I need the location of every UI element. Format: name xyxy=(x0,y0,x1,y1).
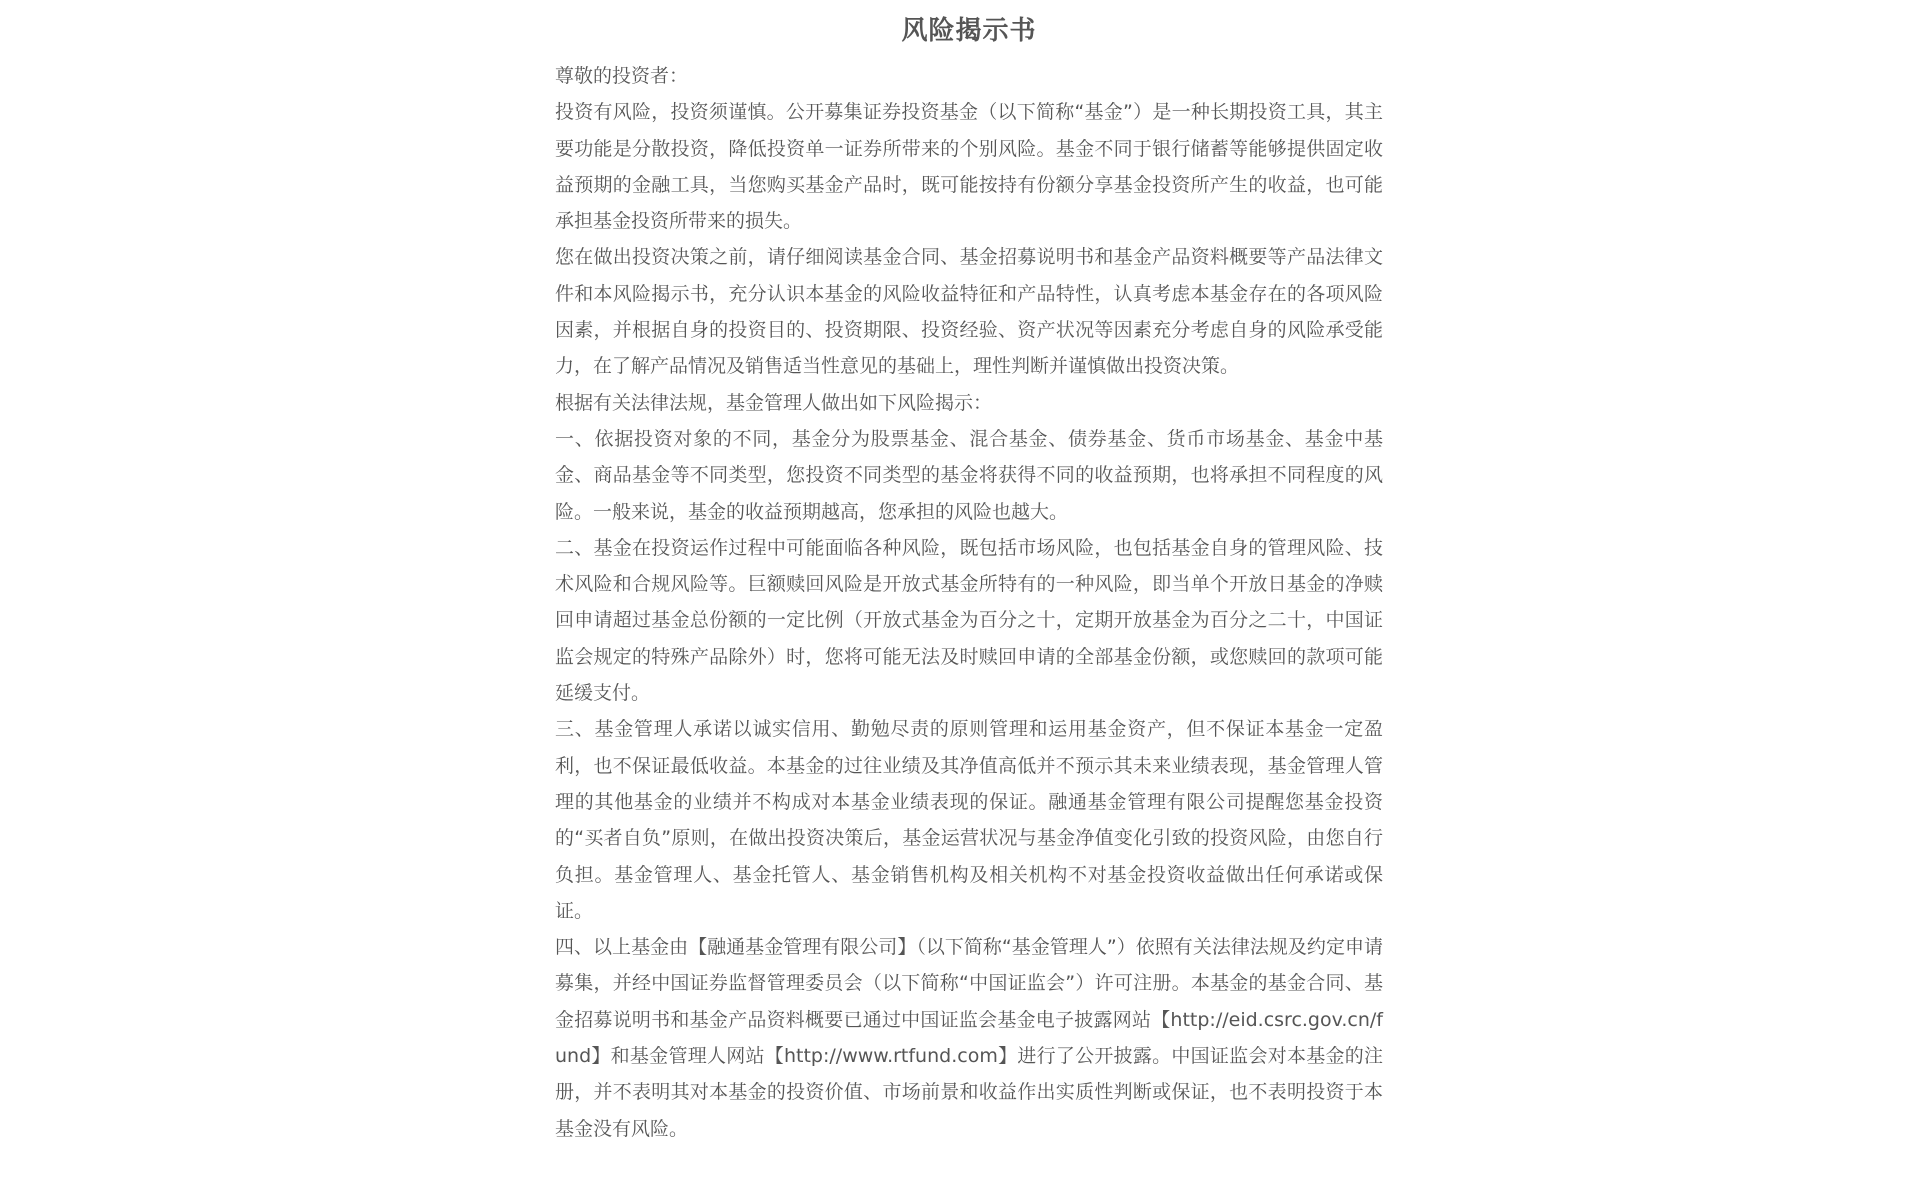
page-title: 风险揭示书 xyxy=(901,16,1037,46)
paragraph-disclosure-lead: 根据有关法律法规，基金管理人做出如下风险揭示： xyxy=(555,391,993,414)
paragraph-item-4: 四、以上基金由【融通基金管理有限公司】（以下简称“基金管理人”）依照有关法律法规及约定申请募集，并经中国证券监督管理委员会（以下简称“中国证监会”）许可注册。本基金的基金合同、基金招募说明书和基金产品资料概要已通过中国证监会基金电子披露网站【http://eid.csrc.gov.cn/fund】和基金管理人网站【http://www.rtfund.com】进行了公开披露。中国证监会对本基金的注册，并不表明其对本基金的投资价值、市场前景和收益作出实质性判断或保证，也不表明投资于本基金没有风险。 xyxy=(555,936,1383,1140)
paragraph-item-1: 一、依据投资对象的不同，基金分为股票基金、混合基金、债券基金、货币市场基金、基金中基金、商品基金等不同类型，您投资不同类型的基金将获得不同的收益预期，也将承担不同程度的风险。一般来说，基金的收益预期越高，您承担的风险也越大。 xyxy=(555,427,1383,523)
risk-disclosure-document xyxy=(555,12,1383,1147)
paragraph-before-decision: 您在做出投资决策之前，请仔细阅读基金合同、基金招募说明书和基金产品资料概要等产品法律文件和本风险揭示书，充分认识本基金的风险收益特征和产品特性，认真考虑本基金存在的各项风险因素，并根据自身的投资目的、投资期限、投资经验、资产状况等因素充分考虑自身的风险承受能力，在了解产品情况及销售适当性意见的基础上，理性判断并谨慎做出投资决策。 xyxy=(555,246,1383,378)
paragraph-intro: 投资有风险，投资须谨慎。公开募集证券投资基金（以下简称“基金”）是一种长期投资工具，其主要功能是分散投资，降低投资单一证券所带来的个别风险。基金不同于银行储蓄等能够提供固定收益预期的金融工具，当您购买基金产品时，既可能按持有份额分享基金投资所产生的收益，也可能承担基金投资所带来的损失。 xyxy=(555,101,1383,233)
salutation: 尊敬的投资者： xyxy=(555,65,689,87)
paragraph-item-3: 三、基金管理人承诺以诚实信用、勤勉尽责的原则管理和运用基金资产，但不保证本基金一定盈利，也不保证最低收益。本基金的过往业绩及其净值高低并不预示其未来业绩表现，基金管理人管理的其他基金的业绩并不构成对本基金业绩表现的保证。融通基金管理有限公司提醒您基金投资的“买者自负”原则，在做出投资决策后，基金运营状况与基金净值变化引致的投资风险，由您自行负担。基金管理人、基金托管人、基金销售机构及相关机构不对基金投资收益做出任何承诺或保证。 xyxy=(555,718,1383,922)
paragraph-item-2: 二、基金在投资运作过程中可能面临各种风险，既包括市场风险，也包括基金自身的管理风险、技术风险和合规风险等。巨额赎回风险是开放式基金所特有的一种风险，即当单个开放日基金的净赎回申请超过基金总份额的一定比例（开放式基金为百分之十，定期开放基金为百分之二十，中国证监会规定的特殊产品除外）时，您将可能无法及时赎回申请的全部基金份额，或您赎回的款项可能延缓支付。 xyxy=(555,536,1383,705)
